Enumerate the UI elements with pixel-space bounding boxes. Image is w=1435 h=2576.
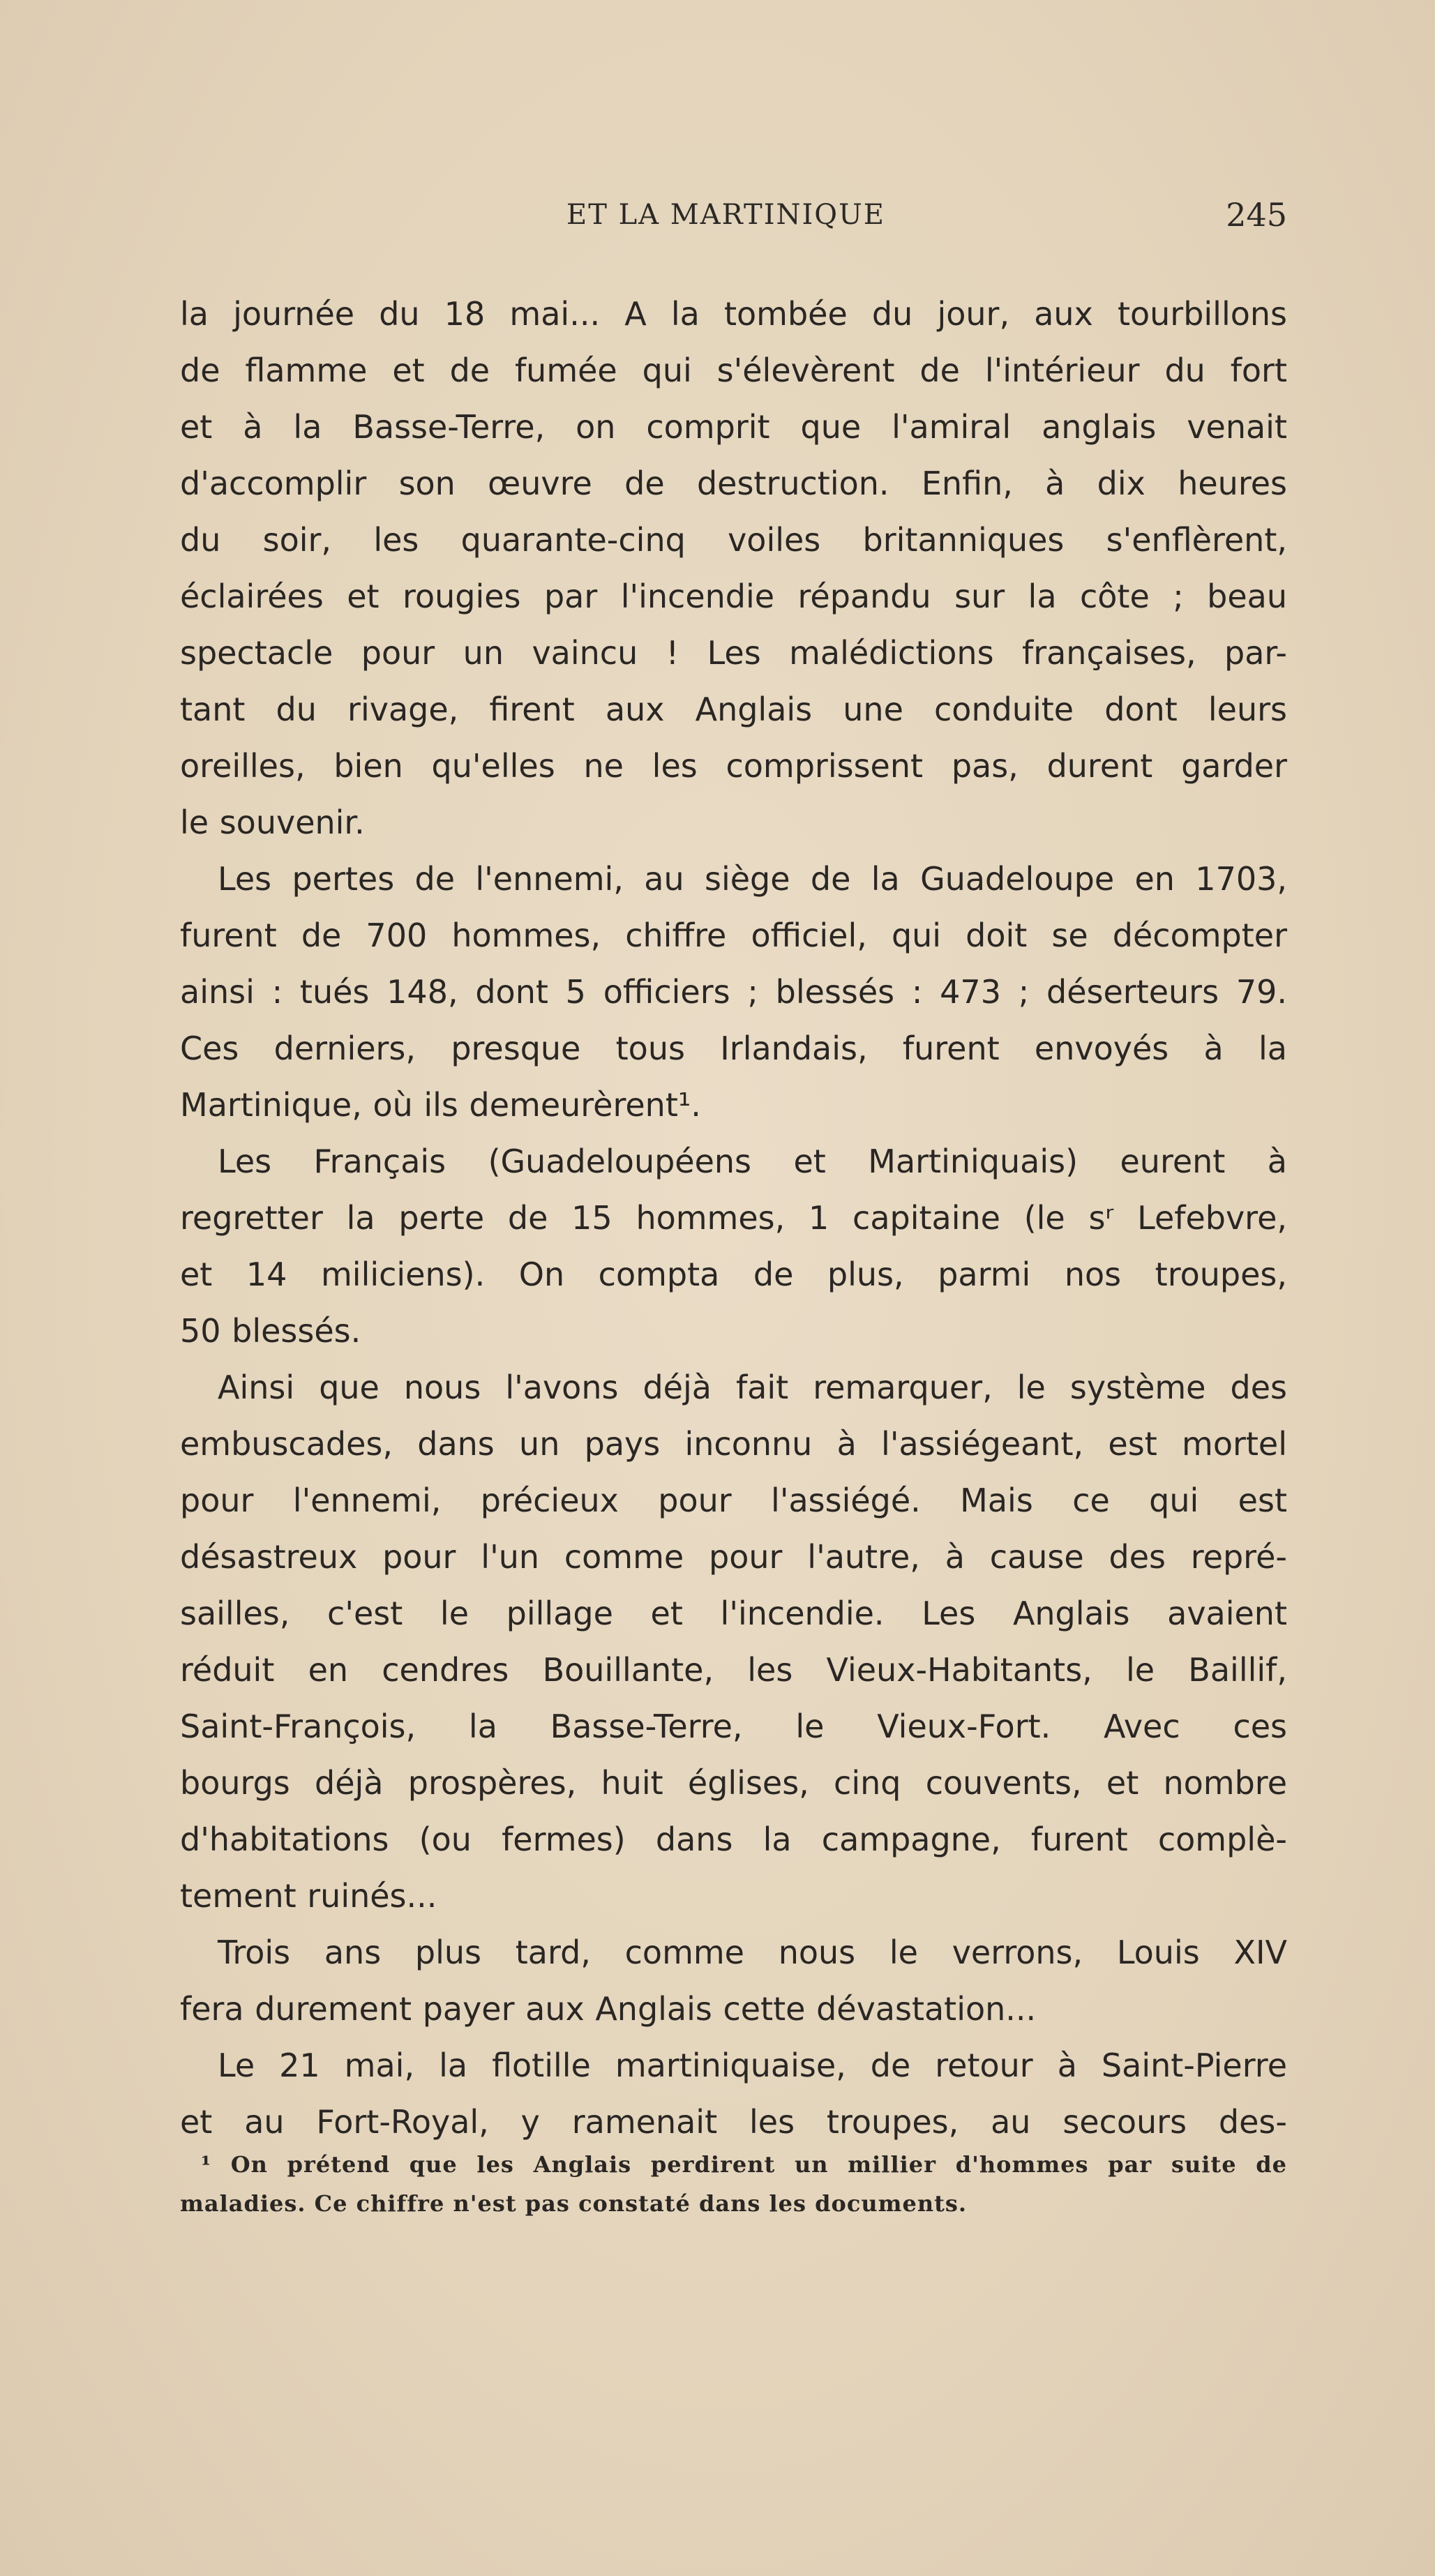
text-line: et à la Basse-Terre, on comprit que l'amiral anglais venait xyxy=(180,408,1287,446)
text-line: embuscades, dans un pays inconnu à l'assiégeant, est mortel xyxy=(180,1425,1287,1463)
footnote xyxy=(180,2145,1287,2223)
text-line: Saint-François, la Basse-Terre, le Vieux-Fort. Avec ces xyxy=(180,1708,1287,1745)
text-line: le souvenir. xyxy=(180,804,365,841)
text-line: furent de 700 hommes, chiffre officiel, qui doit se décompter xyxy=(180,917,1287,954)
text-line: du soir, les quarante-cinq voiles britanniques s'enflèrent, xyxy=(180,521,1287,559)
text-line: désastreux pour l'un comme pour l'autre, à cause des repré- xyxy=(180,1538,1287,1576)
text-line: regretter la perte de 15 hommes, 1 capitaine (le sʳ Lefebvre, xyxy=(180,1199,1287,1237)
running-head xyxy=(209,196,1287,241)
text-line: et 14 miliciens). On compta de plus, parmi nos troupes, xyxy=(180,1256,1287,1293)
text-line: oreilles, bien qu'elles ne les comprissent pas, durent garder xyxy=(180,747,1287,785)
text-line: Trois ans plus tard, comme nous le verrons, Louis XIV xyxy=(218,1934,1287,1971)
text-line: d'accomplir son œuvre de destruction. Enfin, à dix heures xyxy=(180,465,1287,502)
text-line: d'habitations (ou fermes) dans la campagne, furent complè- xyxy=(180,1821,1287,1858)
text-line: fera durement payer aux Anglais cette dévastation... xyxy=(180,1990,1037,2028)
text-line: Ainsi que nous l'avons déjà fait remarquer, le système des xyxy=(218,1369,1287,1406)
text-line: bourgs déjà prospères, huit églises, cinq couvents, et nombre xyxy=(180,1764,1287,1802)
text-line: et au Fort-Royal, y ramenait les troupes, au secours des- xyxy=(180,2103,1287,2141)
text-line: 50 blessés. xyxy=(180,1312,361,1350)
text-line: spectacle pour un vaincu ! Les malédictions françaises, par- xyxy=(180,634,1287,672)
text-line: Martinique, où ils demeurèrent¹. xyxy=(180,1086,701,1124)
text-line: ainsi : tués 148, dont 5 officiers ; blessés : 473 ; déserteurs 79. xyxy=(180,973,1287,1011)
text-line: réduit en cendres Bouillante, les Vieux-Habitants, le Baillif, xyxy=(180,1651,1287,1689)
text-line: Les Français (Guadeloupéens et Martiniquais) eurent à xyxy=(218,1143,1287,1180)
text-line: Le 21 mai, la flotille martiniquaise, de retour à Saint-Pierre xyxy=(218,2047,1287,2084)
text-line: la journée du 18 mai... A la tombée du jour, aux tourbillons xyxy=(180,295,1287,333)
text-line: Ces derniers, presque tous Irlandais, furent envoyés à la xyxy=(180,1030,1287,1067)
text-line: de flamme et de fumée qui s'élevèrent de l'intérieur du fort xyxy=(180,352,1287,389)
footnote-line: ¹ On prétend que les Anglais perdirent un millier d'hommes par suite de xyxy=(201,2151,1287,2178)
text-line: pour l'ennemi, précieux pour l'assiégé. Mais ce qui est xyxy=(180,1482,1287,1519)
text-line: sailles, c'est le pillage et l'incendie. Les Anglais avaient xyxy=(180,1595,1287,1632)
text-line: éclairées et rougies par l'incendie répandu sur la côte ; beau xyxy=(180,578,1287,615)
footnote-line: maladies. Ce chiffre n'est pas constaté dans les documents. xyxy=(180,2190,968,2217)
text-line: Les pertes de l'ennemi, au siège de la Guadeloupe en 1703, xyxy=(218,860,1287,898)
page-number: 245 xyxy=(1226,196,1287,234)
text-line: tant du rivage, firent aux Anglais une conduite dont leurs xyxy=(180,691,1287,728)
text-line: tement ruinés... xyxy=(180,1877,437,1915)
body-text xyxy=(180,286,1287,2151)
running-title: ET LA MARTINIQUE xyxy=(566,199,885,231)
